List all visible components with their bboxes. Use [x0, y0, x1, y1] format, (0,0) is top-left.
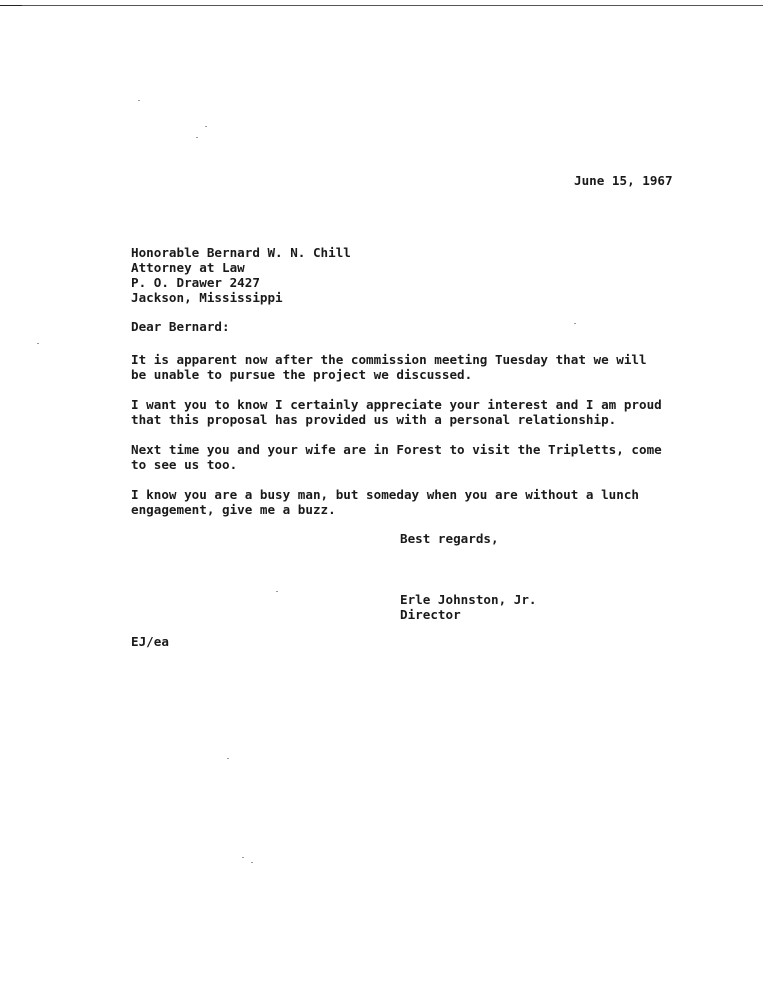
closing: Best regards,	[400, 531, 499, 546]
recipient-title: Attorney at Law	[131, 260, 245, 275]
scan-speck	[251, 862, 253, 863]
paragraph-line: It is apparent now after the commission meeting Tuesday that we will	[131, 352, 647, 367]
scan-speck	[205, 126, 207, 127]
paragraph	[131, 442, 662, 472]
paragraph-line: engagement, give me a buzz.	[131, 502, 336, 517]
scan-speck	[242, 857, 244, 858]
recipient-address	[131, 245, 351, 305]
paragraph	[131, 397, 662, 427]
paragraph-line: Next time you and your wife are in Forest to visit the Tripletts, come	[131, 442, 662, 457]
scan-speck	[37, 343, 39, 344]
paragraph-line: be unable to pursue the project we discussed.	[131, 367, 473, 382]
paragraph	[131, 487, 639, 517]
paragraph-line: I want you to know I certainly appreciate your interest and I am proud	[131, 397, 662, 412]
paragraph	[131, 352, 647, 382]
top-edge-mark	[0, 5, 22, 6]
top-edge-rule	[0, 5, 763, 6]
scan-speck	[138, 100, 140, 101]
recipient-city: Jackson, Mississippi	[131, 290, 283, 305]
typist-initials: EJ/ea	[131, 634, 169, 649]
scan-speck	[227, 758, 229, 759]
scan-speck	[574, 323, 576, 324]
signature-name: Erle Johnston, Jr.	[400, 592, 537, 607]
signature-block	[400, 592, 536, 622]
recipient-street: P. O. Drawer 2427	[131, 275, 260, 290]
letter-date: June 15, 1967	[574, 173, 673, 188]
paragraph-line: I know you are a busy man, but someday when you are without a lunch	[131, 487, 639, 502]
paragraph-line: that this proposal has provided us with a personal relationship.	[131, 412, 617, 427]
signature-title: Director	[400, 607, 461, 622]
recipient-name: Honorable Bernard W. N. Chill	[131, 245, 351, 260]
scan-speck	[276, 591, 278, 592]
salutation: Dear Bernard:	[131, 319, 230, 334]
paragraph-line: to see us too.	[131, 457, 238, 472]
scan-speck	[196, 137, 198, 138]
